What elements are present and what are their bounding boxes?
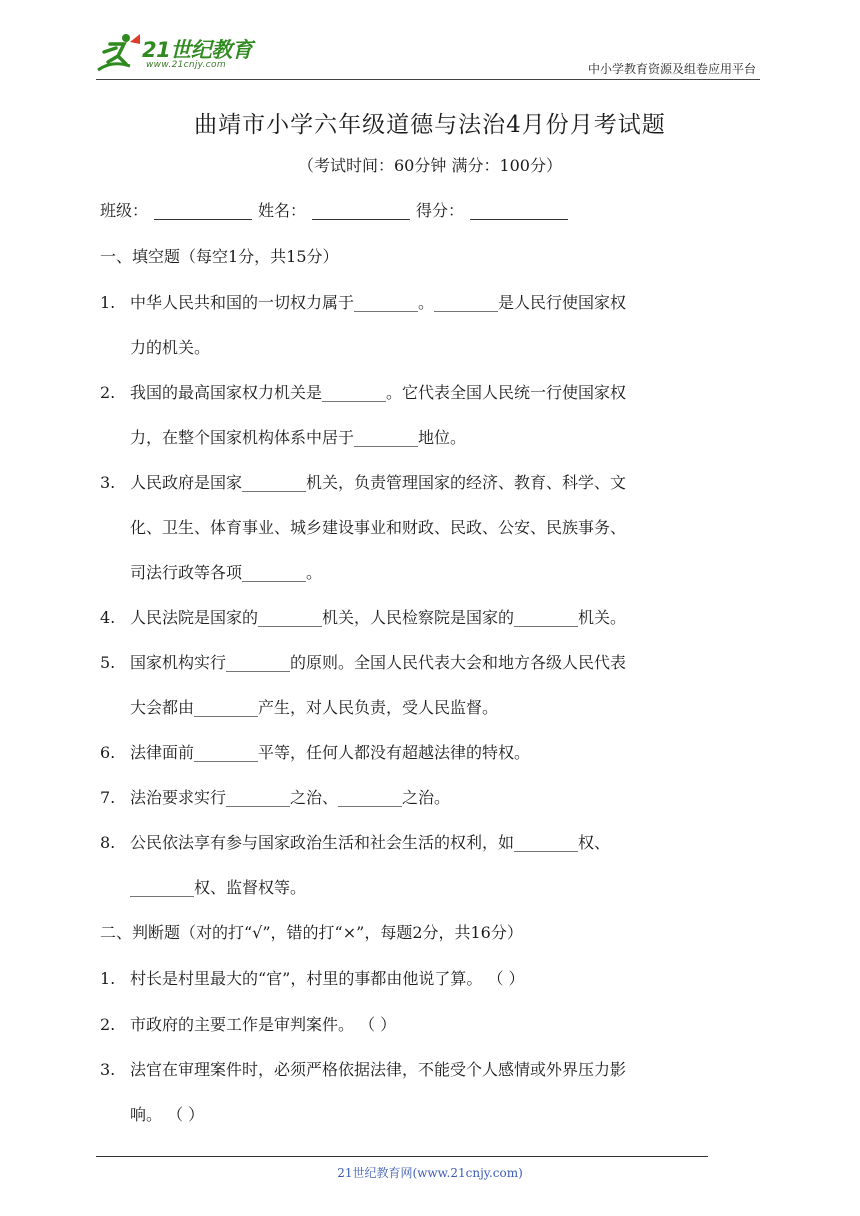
question-row <box>100 1012 396 1035</box>
question-number: 7. <box>100 788 116 807</box>
question-row <box>100 740 530 763</box>
section-heading-true-false: 二、判断题（对的打“√”，错的打“×”，每题2分，共16分） <box>100 923 523 942</box>
footer-divider <box>96 1156 708 1157</box>
question-row <box>100 830 610 853</box>
page-header <box>96 30 760 80</box>
question-text: 法治要求实行________之治、________之治。 <box>130 788 451 807</box>
question-text-cont: 大会都由________产生，对人民负责，受人民监督。 <box>130 698 499 717</box>
question-number: 4. <box>100 608 116 627</box>
question-number: 3. <box>100 473 116 492</box>
question-row <box>100 605 626 628</box>
question-text: 法律面前________平等，任何人都没有超越法律的特权。 <box>130 743 531 762</box>
logo-text: 21世纪教育 <box>142 38 253 62</box>
exam-title: 曲靖市小学六年级道德与法治4月份月考试题 <box>194 112 666 138</box>
logo <box>96 30 296 78</box>
question-number: 1. <box>100 293 116 312</box>
question-text-cont: 响。 （ ） <box>130 1105 205 1124</box>
question-text: 人民法院是国家的________机关，人民检察院是国家的________机关。 <box>130 608 627 627</box>
question-number: 2. <box>100 1015 116 1034</box>
platform-label: 中小学教育资源及组卷应用平台 <box>587 62 756 76</box>
question-text: 公民依法享有参与国家政治生活和社会生活的权利，如________权、 <box>130 833 611 852</box>
section-heading-fill-in: 一、填空题（每空1分，共15分） <box>100 247 339 266</box>
question-number: 6. <box>100 743 116 762</box>
question-text-cont: 司法行政等各项________。 <box>130 563 323 582</box>
class-label: 班级： <box>100 201 149 220</box>
student-info-row <box>100 198 574 221</box>
question-row <box>100 966 525 989</box>
question-row <box>100 290 626 313</box>
question-text: 我国的最高国家权力机关是________。它代表全国人民统一行使国家权 <box>130 383 627 402</box>
question-text-cont: 化、卫生、体育事业、城乡建设事业和财政、民政、公安、民族事务、 <box>130 518 627 537</box>
question-row <box>100 650 626 673</box>
question-text: 法官在审理案件时，必须严格依据法律，不能受个人感情或外界压力影 <box>130 1060 627 1079</box>
question-text-cont: 力的机关。 <box>130 338 211 357</box>
question-text: 市政府的主要工作是审判案件。 （ ） <box>130 1015 397 1034</box>
question-text: 中华人民共和国的一切权力属于________。________是人民行使国家权 <box>130 293 627 312</box>
name-blank[interactable] <box>312 201 410 220</box>
question-text: 村长是村里最大的“官”，村里的事都由他说了算。 （ ） <box>130 969 525 988</box>
question-number: 8. <box>100 833 116 852</box>
question-text-cont: 力，在整个国家机构体系中居于________地位。 <box>130 428 467 447</box>
question-text: 人民政府是国家________机关，负责管理国家的经济、教育、科学、文 <box>130 473 627 492</box>
question-number: 2. <box>100 383 116 402</box>
question-number: 5. <box>100 653 116 672</box>
score-label: 得分： <box>416 201 465 220</box>
question-text-cont: ________权、监督权等。 <box>130 878 307 897</box>
class-blank[interactable] <box>154 201 252 220</box>
question-text: 国家机构实行________的原则。全国人民代表大会和地方各级人民代表 <box>130 653 627 672</box>
header-divider <box>96 79 760 80</box>
question-row <box>100 470 626 493</box>
question-row <box>100 785 450 808</box>
exam-subtitle: （考试时间：60分钟 满分：100分） <box>298 156 562 175</box>
question-number: 1. <box>100 969 116 988</box>
runner-logo-icon <box>96 30 142 76</box>
score-blank[interactable] <box>470 201 568 220</box>
question-number: 3. <box>100 1060 116 1079</box>
question-row <box>100 1057 626 1080</box>
question-row <box>100 380 626 403</box>
name-label: 姓名： <box>258 201 307 220</box>
logo-url: www.21cnjy.com <box>146 60 226 70</box>
footer-text[interactable]: 21世纪教育网(www.21cnjy.com) <box>337 1166 523 1180</box>
